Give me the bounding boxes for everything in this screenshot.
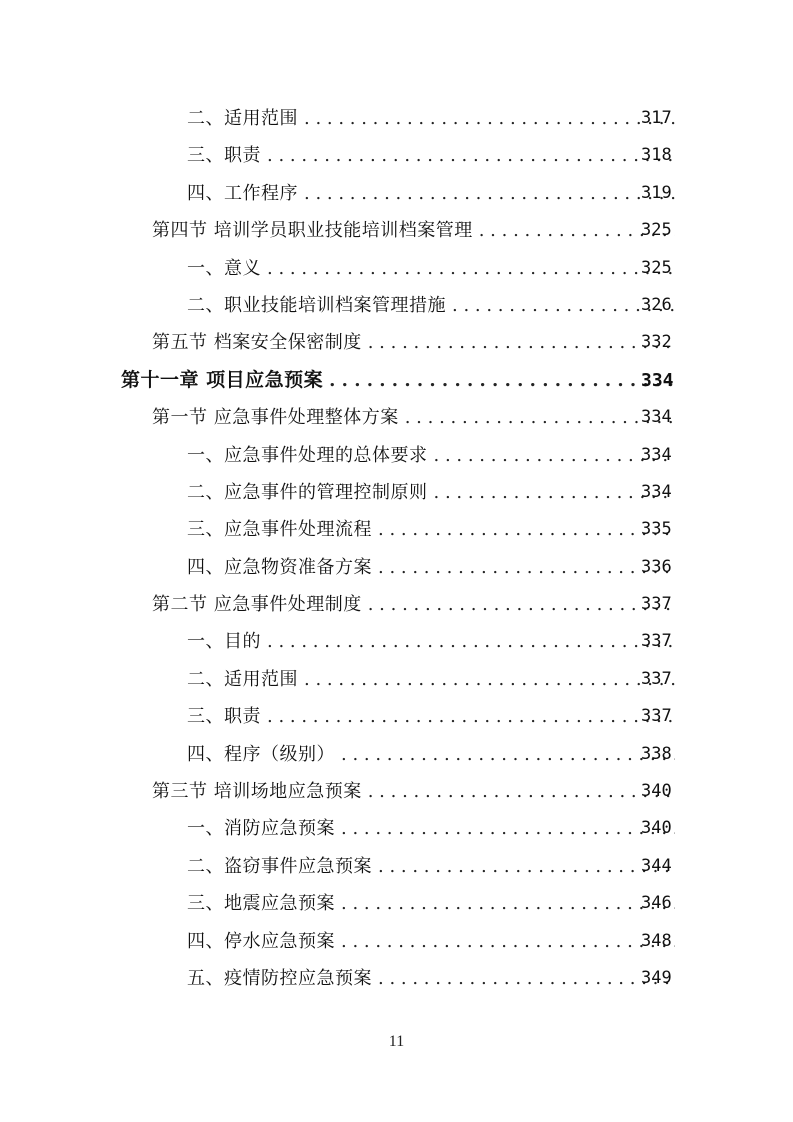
table-of-contents [0, 100, 793, 997]
toc-entry-item[interactable] [0, 923, 793, 960]
toc-entry-title: 三、地震应急预案 [187, 893, 335, 915]
toc-entry-page: 338 [641, 743, 672, 764]
dot-leader [329, 362, 675, 399]
dot-leader [267, 698, 675, 735]
dot-leader [267, 250, 675, 287]
toc-entry-title: 第十一章 项目应急预案 [121, 368, 324, 391]
dot-leader [368, 586, 675, 623]
toc-entry-item[interactable] [0, 698, 793, 735]
toc-entry-section[interactable] [0, 324, 793, 361]
dot-leader [378, 848, 675, 885]
toc-entry-title: 二、应急事件的管理控制原则 [187, 481, 428, 503]
toc-entry-title: 第三节 培训场地应急预案 [152, 781, 362, 803]
dot-leader [434, 437, 676, 474]
toc-entry-page: 334 [641, 444, 672, 465]
toc-entry-title: 四、停水应急预案 [187, 930, 335, 952]
dot-leader [267, 137, 675, 174]
toc-entry-page: 318 [641, 145, 672, 166]
toc-entry-title: 二、适用范围 [187, 108, 298, 129]
toc-entry-item[interactable] [0, 960, 793, 997]
toc-entry-item[interactable] [0, 885, 793, 922]
toc-entry-item[interactable] [0, 287, 793, 324]
toc-entry-page: 319 [641, 182, 672, 203]
toc-entry-title: 第五节 档案安全保密制度 [152, 332, 362, 354]
toc-entry-chapter[interactable] [0, 362, 793, 399]
toc-entry-item[interactable] [0, 736, 793, 773]
toc-entry-page: 340 [641, 781, 672, 802]
toc-entry-page: 337 [641, 706, 672, 727]
toc-entry-title: 一、意义 [187, 257, 261, 279]
toc-entry-title: 三、应急事件处理流程 [187, 519, 372, 541]
toc-entry-page: 317 [641, 108, 672, 128]
toc-entry-item[interactable] [0, 437, 793, 474]
toc-entry-title: 二、适用范围 [187, 668, 298, 690]
toc-entry-page: 337 [641, 668, 672, 689]
toc-entry-item[interactable] [0, 549, 793, 586]
toc-entry-page: 348 [641, 930, 672, 951]
toc-entry-page: 325 [641, 220, 672, 241]
toc-entry-page: 335 [641, 519, 672, 540]
toc-entry-item[interactable] [0, 810, 793, 847]
toc-entry-title: 第四节 培训学员职业技能培训档案管理 [152, 220, 473, 242]
dot-leader [341, 736, 675, 773]
toc-entry-page: 325 [641, 257, 672, 278]
dot-leader [304, 661, 675, 698]
toc-entry-page: 334 [641, 481, 672, 502]
toc-entry-page: 344 [641, 855, 672, 876]
toc-entry-page: 336 [641, 556, 672, 577]
toc-entry-page: 334 [641, 369, 674, 391]
toc-entry-section[interactable] [0, 773, 793, 810]
toc-entry-item[interactable] [0, 623, 793, 660]
dot-leader [267, 623, 675, 660]
toc-entry-title: 第一节 应急事件处理整体方案 [152, 407, 399, 429]
toc-entry-title: 四、工作程序 [187, 182, 298, 204]
dot-leader [368, 773, 675, 810]
toc-entry-title: 二、盗窃事件应急预案 [187, 855, 372, 877]
toc-entry-title: 三、职责 [187, 706, 261, 728]
dot-leader [378, 549, 675, 586]
toc-entry-page: 326 [641, 294, 672, 315]
toc-entry-section[interactable] [0, 586, 793, 623]
toc-entry-item[interactable] [0, 137, 793, 174]
dot-leader [304, 175, 675, 212]
toc-entry-section[interactable] [0, 212, 793, 249]
toc-entry-title: 四、应急物资准备方案 [187, 556, 372, 578]
toc-entry-page: 337 [641, 594, 672, 615]
toc-entry-title: 二、职业技能培训档案管理措施 [187, 294, 446, 316]
dot-leader [405, 399, 675, 436]
toc-entry-page: 349 [641, 967, 672, 988]
toc-entry-item[interactable] [0, 661, 793, 698]
toc-entry-title: 一、应急事件处理的总体要求 [187, 444, 428, 466]
toc-entry-page: 340 [641, 818, 672, 839]
toc-entry-page: 334 [641, 407, 672, 428]
dot-leader [378, 960, 675, 997]
toc-entry-item[interactable] [0, 250, 793, 287]
toc-entry-section[interactable] [0, 399, 793, 436]
toc-entry-page: 332 [641, 332, 672, 353]
toc-entry-title: 一、消防应急预案 [187, 818, 335, 840]
toc-entry-title: 四、程序（级别） [187, 743, 335, 765]
toc-entry-page: 346 [641, 893, 672, 914]
page-number: 11 [388, 1033, 405, 1050]
dot-leader [304, 100, 675, 137]
toc-entry-title: 三、职责 [187, 145, 261, 167]
toc-entry-page: 337 [641, 631, 672, 652]
toc-entry-item[interactable] [0, 175, 793, 212]
dot-leader [341, 885, 675, 922]
dot-leader [368, 324, 675, 361]
toc-entry-item[interactable] [0, 848, 793, 885]
toc-entry-item[interactable] [0, 474, 793, 511]
dot-leader [341, 810, 675, 847]
toc-entry-title: 五、疫情防控应急预案 [187, 967, 372, 989]
dot-leader [341, 923, 675, 960]
toc-entry-item[interactable] [0, 100, 793, 137]
toc-entry-title: 一、目的 [187, 631, 261, 653]
dot-leader [434, 474, 676, 511]
toc-entry-title: 第二节 应急事件处理制度 [152, 594, 362, 616]
dot-leader [378, 511, 675, 548]
toc-entry-item[interactable] [0, 511, 793, 548]
